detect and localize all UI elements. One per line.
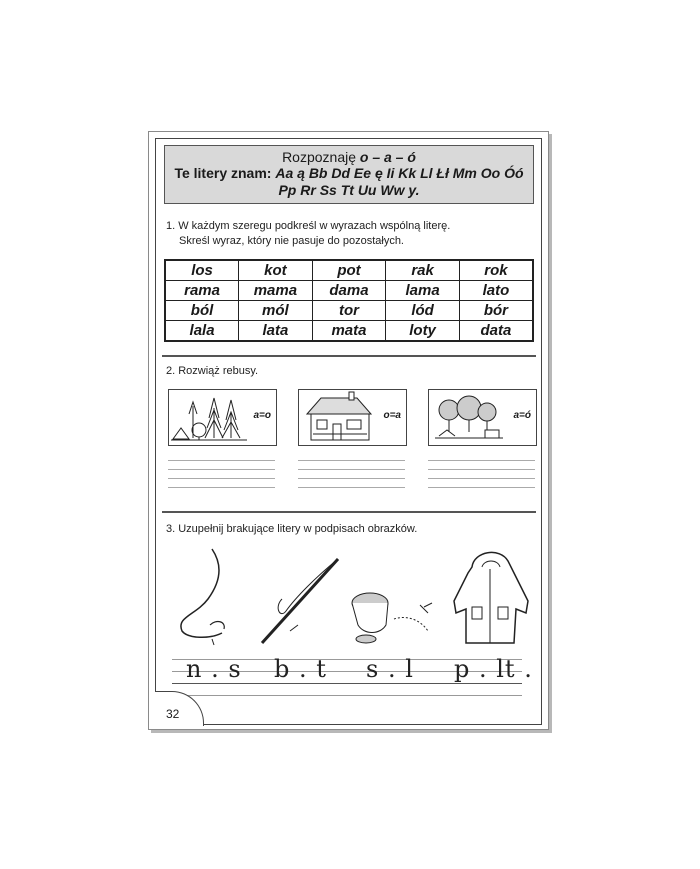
word-cell: lama: [386, 281, 460, 301]
answer-lines-3: [428, 460, 535, 496]
divider-2: [162, 511, 536, 513]
word-row: [165, 321, 533, 342]
fishing-rod-icon: [256, 547, 346, 647]
word-cell: lala: [165, 321, 239, 342]
word-cell: lód: [386, 301, 460, 321]
rebus-2: [298, 389, 407, 446]
word-cell: los: [165, 260, 239, 281]
word-table: [164, 259, 534, 342]
title-prefix: Rozpoznaję: [282, 149, 356, 165]
word-cell: kot: [239, 260, 313, 281]
word-cell: tor: [312, 301, 386, 321]
word-row: [165, 260, 533, 281]
word-row: [165, 281, 533, 301]
word-cell: dama: [312, 281, 386, 301]
answer-lines-2: [298, 460, 405, 496]
known-letters: Aa ą Bb Dd Ee ę Ii Kk Ll Łł Mm Oo Óó Pp Rr Ss Tt Uu Ww y.: [275, 165, 524, 198]
word-cell: rok: [459, 260, 533, 281]
exercise2-title: 2. Rozwiąż rebusy.: [166, 365, 259, 377]
answer-lines-1: [168, 460, 275, 496]
rebus-1: [168, 389, 277, 446]
word-cell: data: [459, 321, 533, 342]
word-rod: b . t: [274, 655, 327, 683]
word-cell: ból: [165, 301, 239, 321]
word-cell: bór: [459, 301, 533, 321]
word-cell: loty: [386, 321, 460, 342]
exercise3-title: 3. Uzupełnij brakujące litery w podpisach obrazków.: [166, 523, 418, 535]
exercise1-line2: Skreśl wyraz, który nie pasuje do pozostałych.: [179, 235, 404, 247]
forest-camp-icon: [169, 390, 249, 445]
exercise1-line1: 1. W każdym szeregu podkreśl w wyrazach wspólną literę.: [166, 220, 451, 232]
rebus-rule: a=o: [253, 410, 271, 421]
house-icon: [299, 390, 379, 445]
header-title: [165, 149, 533, 165]
word-cell: rak: [386, 260, 460, 281]
word-row: [165, 301, 533, 321]
page-number: 32: [166, 707, 180, 721]
word-salt: s . l: [366, 655, 414, 683]
word-cell: lata: [239, 321, 313, 342]
rebus-rule: a=ó: [513, 410, 531, 421]
worksheet: [155, 138, 542, 725]
title-letters: o – a – ó: [359, 149, 416, 165]
workbook-page: [148, 131, 549, 730]
known-letters-line: [165, 165, 533, 199]
exercise1-instructions: [166, 219, 450, 249]
nose-icon: [170, 547, 250, 647]
rebus-3: [428, 389, 537, 446]
word-cell: lato: [459, 281, 533, 301]
word-cell: rama: [165, 281, 239, 301]
known-label: Te litery znam:: [174, 165, 272, 181]
salt-jar-icon: [344, 547, 444, 647]
orchard-icon: [429, 390, 509, 445]
divider-1: [162, 355, 536, 357]
word-cell: pot: [312, 260, 386, 281]
jacket-icon: [452, 547, 542, 647]
word-cell: mól: [239, 301, 313, 321]
word-jacket: p . lt .: [454, 655, 533, 683]
word-cell: mata: [312, 321, 386, 342]
word-cell: mama: [239, 281, 313, 301]
page-number-corner: [155, 691, 204, 726]
rebus-rule: o=a: [383, 410, 401, 421]
page-header: [164, 145, 534, 204]
word-nose: n . s: [186, 655, 242, 683]
